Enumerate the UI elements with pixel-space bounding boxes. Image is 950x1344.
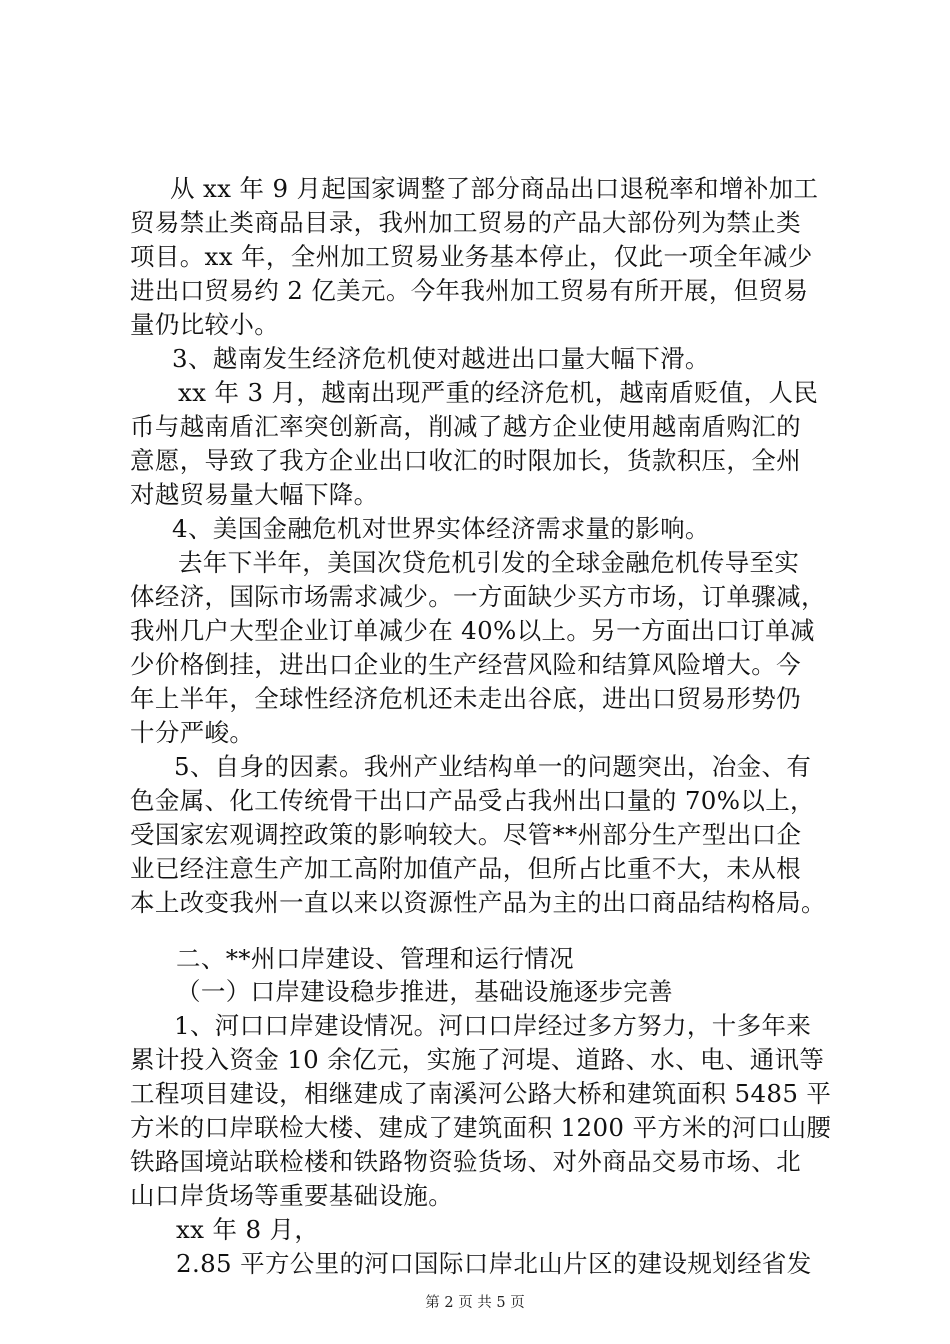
paragraph-line: 体经济，国际市场需求减少。一方面缺少买方市场，订单骤减，	[130, 582, 826, 611]
paragraph-line: 项目。xx 年，全州加工贸易业务基本停止，仅此一项全年减少	[130, 242, 813, 271]
paragraph-line: （一）口岸建设稳步推进，基础设施逐步完善	[176, 977, 673, 1006]
paragraph-line: xx 年 8 月，	[176, 1215, 320, 1244]
paragraph-line: 铁路国境站联检楼和铁路物资验货场、对外商品交易市场、北	[130, 1147, 801, 1176]
paragraph-line: 币与越南盾汇率突创新高，削减了越方企业使用越南盾购汇的	[130, 412, 801, 441]
paragraph-line: xx 年 3 月，越南出现严重的经济危机，越南盾贬值，人民	[178, 378, 819, 407]
paragraph-line: 方米的口岸联检大楼、建成了建筑面积 1200 平方米的河口山腰	[130, 1113, 832, 1142]
paragraph-line: 十分严峻。	[130, 718, 255, 747]
page-footer: 第 2 页 共 5 页	[425, 1295, 525, 1311]
paragraph-line: 1、河口口岸建设情况。河口口岸经过多方努力，十多年来	[174, 1011, 812, 1040]
paragraph-line: 受国家宏观调控政策的影响较大。尽管**州部分生产型出口企	[130, 820, 802, 849]
paragraph-line: 4、美国金融危机对世界实体经济需求量的影响。	[172, 514, 710, 543]
paragraph-line: 业已经注意生产加工高附加值产品，但所占比重不大，未从根	[130, 854, 801, 883]
paragraph-line: 2.85 平方公里的河口国际口岸北山片区的建设规划经省发	[176, 1249, 812, 1278]
paragraph-line: 进出口贸易约 2 亿美元。今年我州加工贸易有所开展，但贸易	[130, 276, 809, 305]
paragraph-line: 工程项目建设，相继建成了南溪河公路大桥和建筑面积 5485 平	[130, 1079, 832, 1108]
paragraph-line: 色金属、化工传统骨干出口产品受占我州出口量的 70%以上，	[130, 786, 815, 815]
paragraph-line: 年上半年，全球性经济危机还未走出谷底，进出口贸易形势仍	[130, 684, 801, 713]
paragraph-line: 对越贸易量大幅下降。	[130, 480, 379, 509]
paragraph-line: 5、自身的因素。我州产业结构单一的问题突出，冶金、有	[174, 752, 812, 781]
paragraph-line: 从 xx 年 9 月起国家调整了部分商品出口退税率和增补加工	[170, 174, 819, 203]
paragraph-line: 累计投入资金 10 余亿元，实施了河堤、道路、水、电、通讯等	[130, 1045, 825, 1074]
paragraph-line: 意愿，导致了我方企业出口收汇的时限加长，货款积压，全州	[130, 446, 801, 475]
paragraph-line: 二、**州口岸建设、管理和运行情况	[176, 944, 574, 973]
paragraph-line: 山口岸货场等重要基础设施。	[130, 1181, 454, 1210]
paragraph-line: 贸易禁止类商品目录，我州加工贸易的产品大部份列为禁止类	[130, 208, 801, 237]
paragraph-line: 去年下半年，美国次贷危机引发的全球金融危机传导至实	[178, 548, 800, 577]
paragraph-line: 少价格倒挂，进出口企业的生产经营风险和结算风险增大。今	[130, 650, 801, 679]
paragraph-line: 我州几户大型企业订单减少在 40%以上。另一方面出口订单减	[130, 616, 815, 645]
paragraph-line: 3、越南发生经济危机使对越进出口量大幅下滑。	[172, 344, 710, 373]
paragraph-line: 量仍比较小。	[130, 310, 280, 339]
paragraph-line: 本上改变我州一直以来以资源性产品为主的出口商品结构格局。	[130, 888, 826, 917]
